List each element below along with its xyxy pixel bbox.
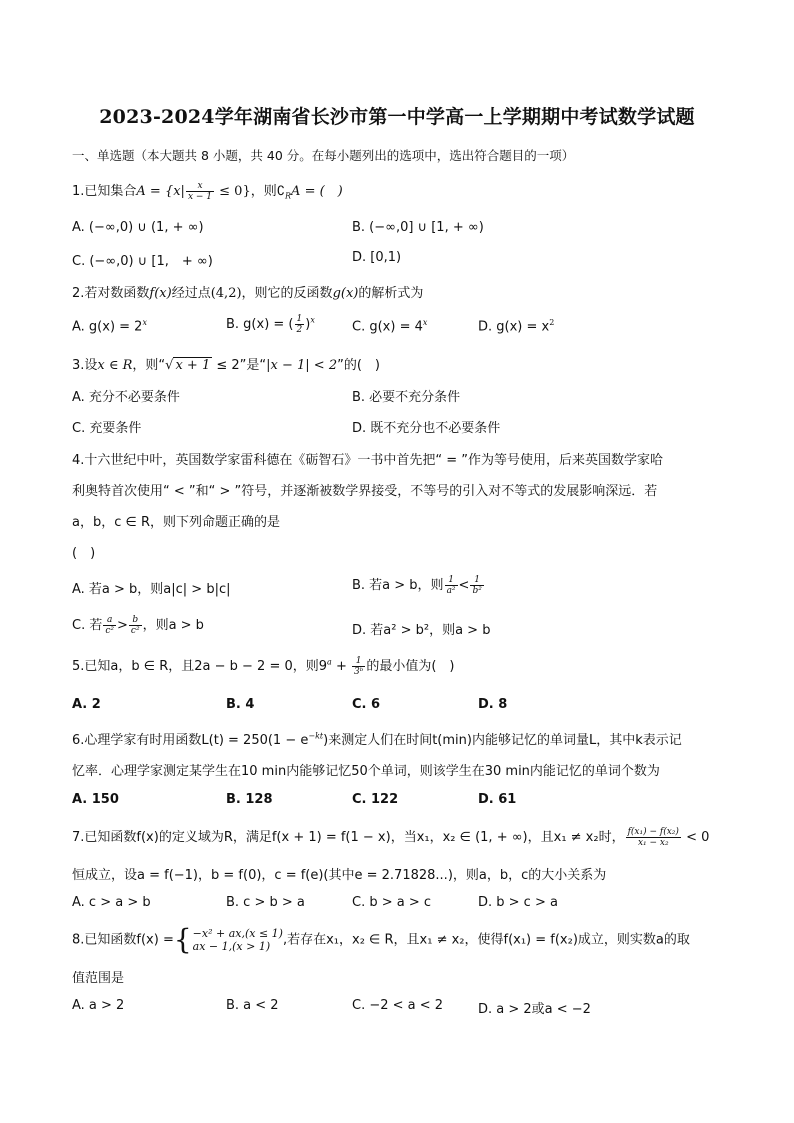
q6-option-a: A. 150 [72,792,119,807]
question-4-line-3: a，b，c ∈ R，则下列命题正确的是 [72,515,280,530]
q1-option-d: D. [0,1) [352,250,402,265]
q1-text: 1.已知集合 [72,184,137,199]
q7-option-d: D. b > c > a [478,895,558,910]
piecewise-cases: −x² + ax,(x ≤ 1) ax − 1,(x > 1) [192,927,283,953]
question-3: 3.设x ∈ R，则“√ x + 1 ≤ 2”是“|x − 1| < 2”的( ) [72,358,380,373]
question-2: 2.若对数函数f(x)经过点(4,2)，则它的反函数g(x)的解析式为 [72,286,424,301]
q5-option-b: B. 4 [226,697,255,712]
q1-option-a: A. (−∞,0) ∪ (1, + ∞) [72,220,204,235]
section-heading: 一、单选题（本大题共 8 小题，共 40 分。在每小题列出的选项中，选出符合题目的一项） [72,148,575,163]
piecewise-brace: { [173,923,192,956]
q4-option-c: C. 若 $\frac{a}{\text{c²}}$ > $\frac{b}{\text{c²}}$ ，则a > b [72,615,204,636]
q8-option-a: A. a > 2 [72,998,125,1013]
q5-option-a: A. 2 [72,697,101,712]
q2-option-c: C. $g(x) = 4^x$ [352,318,428,335]
question-8-line-1: 8.已知函数f(x) ={ −x² + ax,(x ≤ 1) ax − 1,(x > 1) ,若存在x₁，x₂ ∈ R，且x₁ ≠ x₂，使得f(x₁) = f(x₂)成立，则实数a的取 [72,923,690,956]
q5-option-d: D. 8 [478,697,508,712]
q1-fraction: $\frac{x}{x - 1}$ [187,181,213,202]
q6-option-b: B. 128 [226,792,273,807]
q1-option-b: B. (−∞,0] ∪ [1, + ∞) [352,220,484,235]
q6-option-c: C. 122 [352,792,399,807]
q1-math: A = {x| [136,184,185,199]
question-4-line-1: 4.十六世纪中叶，英国数学家雷科德在《砺智石》一书中首先把“ = ”作为等号使用，后来英国数学家哈 [72,453,664,468]
question-6-line-1: 6.心理学家有时用函数$L(t) = 250(1 - e^{-kt})$来测定人们在时间t(min)内能够记忆的单词量L，其中k表示记 [72,731,682,748]
q7-option-b: B. c > b > a [226,895,305,910]
q8-option-c: C. −2 < a < 2 [352,998,444,1013]
q3-option-d: D. 既不充分也不必要条件 [352,421,501,436]
question-1: 1.已知集合A = {x| $\frac{x}{x - 1}$ ≤ 0}，则$∁_RA$ = ( ) [72,181,343,202]
question-5: 5.已知a，b ∈ R，且2a − b − 2 = 0，则$9^a$ + $\frac{1}{\text{3ᵇ}}$ 的最小值为( ) [72,656,455,677]
q5-option-c: C. 6 [352,697,381,712]
question-4-line-4: ( ) [72,546,96,561]
question-6-line-2: 忆率．心理学家测定某学生在10 min内能够记忆50个单词，则该学生在30 min内能记忆的单词个数为 [72,764,660,779]
q7-option-c: C. b > a > c [352,895,432,910]
q3-option-b: B. 必要不充分条件 [352,390,461,405]
q2-option-d: D. $g(x) = x^2$ [478,318,555,335]
q4-option-a: A. 若a > b，则a|c| > b|c| [72,582,231,597]
q7-option-a: A. c > a > b [72,895,151,910]
question-4-line-2: 利奥特首次使用“ < ”和“ > ”符号，并逐渐被数学界接受，不等号的引入对不等式的发展影响深远．若 [72,484,658,499]
page-title: 2023-2024学年湖南省长沙市第一中学高一上学期期中考试数学试题 [99,106,695,128]
q4-option-d: D. 若a² > b²，则a > b [352,623,491,638]
q3-option-c: C. 充要条件 [72,421,142,436]
q4-option-b: B. 若a > b，则 $\frac{1}{\text{a²}}$ < $\frac{1}{\text{b²}}$ [352,575,482,596]
q2-option-b: B. g(x) = ( $\frac{1}{2}$ )$^x$ [226,314,315,335]
q6-option-d: D. 61 [478,792,517,807]
q8-option-d: D. a > 2或a < −2 [478,1002,591,1017]
q8-option-b: B. a < 2 [226,998,279,1013]
question-7-line-2: 恒成立，设a = f(−1)，b = f(0)，c = f(e)(其中e = 2.71828...)，则a，b，c的大小关系为 [72,868,607,883]
q3-option-a: A. 充分不必要条件 [72,390,180,405]
question-7-line-1: 7.已知函数f(x)的定义域为R，满足f(x + 1) = f(1 − x)，当x₁，x₂ ∈ (1, + ∞)，且x₁ ≠ x₂时， $\frac{\text{f(x₁) − f(x₂)}}{\text{x₁ − x₂}}$ < 0 [72,827,710,848]
question-8-line-2: 值范围是 [72,971,125,986]
q2-option-a: A. $g(x) = 2^x$ [72,318,147,335]
q1-option-c: C. (−∞,0) ∪ [1, + ∞) [72,254,213,269]
sqrt-expression: √ x + 1 [165,358,211,373]
